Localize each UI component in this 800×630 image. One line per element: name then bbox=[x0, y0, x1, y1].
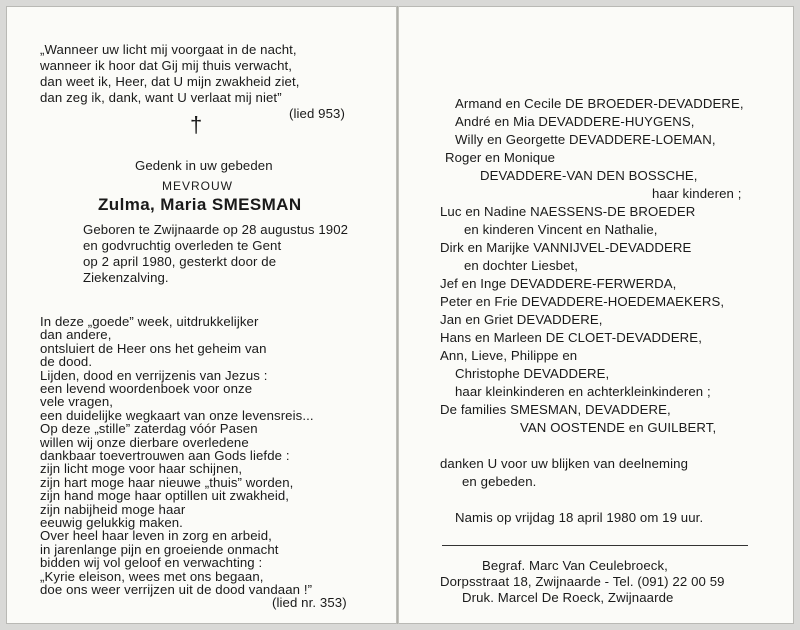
text-line: in jarenlange pijn en groeiende onmacht bbox=[40, 541, 279, 557]
text-reference: (lied nr. 353) bbox=[272, 595, 347, 611]
poem-reference: (lied 953) bbox=[289, 106, 345, 121]
family-line: VAN OOSTENDE en GUILBERT, bbox=[520, 420, 717, 435]
footer-line: Begraf. Marc Van Ceulebroeck, bbox=[482, 558, 668, 573]
family-line: Ann, Lieve, Philippe en bbox=[440, 348, 578, 363]
text-line: bidden wij vol geloof en verwachting : bbox=[40, 555, 263, 571]
text-line: zijn hart moge haar nieuwe „thuis” worden, bbox=[40, 474, 294, 490]
footer-divider bbox=[442, 545, 748, 546]
card-fold bbox=[396, 6, 399, 624]
poem-line: „Wanneer uw licht mij voorgaat in de nacht, bbox=[40, 42, 297, 57]
text-line: een duidelijke wegkaart van onze levensreis... bbox=[40, 407, 314, 423]
thanks-line: danken U voor uw blijken van deelneming bbox=[440, 456, 689, 471]
family-line: Christophe DEVADDERE, bbox=[455, 366, 610, 381]
text-line: een levend woordenboek voor onze bbox=[40, 381, 253, 396]
bio-line: op 2 april 1980, gesterkt door de bbox=[83, 254, 277, 269]
text-line: zijn licht moge voor haar schijnen, bbox=[40, 461, 243, 477]
text-line: zijn hand moge haar optillen uit zwakheid, bbox=[40, 488, 290, 504]
text-line: ontsluiert de Heer ons het geheim van bbox=[40, 340, 267, 356]
family-line: Jan en Griet DEVADDERE, bbox=[440, 312, 603, 327]
thanks-line: en gebeden. bbox=[462, 474, 537, 489]
text-line: vele vragen, bbox=[40, 394, 114, 410]
family-line: Luc en Nadine NAESSENS-DE BROEDER bbox=[440, 204, 696, 219]
bio-line: Geboren te Zwijnaarde op 28 augustus 1902 bbox=[83, 222, 349, 237]
family-line: haar kinderen ; bbox=[652, 186, 742, 201]
family-line: Roger en Monique bbox=[445, 150, 556, 165]
text-line: Op deze „stille” zaterdag vóór Pasen bbox=[40, 421, 258, 437]
family-line: en dochter Liesbet, bbox=[464, 258, 579, 273]
text-line: Lijden, dood en verrijzenis van Jezus : bbox=[40, 367, 268, 383]
text-line: „Kyrie eleison, wees met ons begaan, bbox=[40, 568, 264, 584]
footer-line: Dorpsstraat 18, Zwijnaarde - Tel. (091) 22 00 59 bbox=[440, 574, 725, 589]
family-line: De families SMESMAN, DEVADDERE, bbox=[440, 402, 671, 417]
text-line: eeuwig gelukkig maken. bbox=[40, 515, 183, 530]
family-line: Peter en Frie DEVADDERE-HOEDEMAEKERS, bbox=[440, 294, 725, 309]
text-line: Over heel haar leven in zorg en arbeid, bbox=[40, 528, 272, 544]
place-date: Namis op vrijdag 18 april 1980 om 19 uur. bbox=[455, 510, 704, 525]
text-line: willen wij onze dierbare overledene bbox=[40, 434, 249, 450]
family-line: haar kleinkinderen en achterkleinkinderen ; bbox=[455, 384, 711, 399]
text-line: In deze „goede” week, uitdrukkelijker bbox=[40, 314, 259, 329]
bio-line: Ziekenzalving. bbox=[83, 270, 169, 285]
gedenk-text: Gedenk in uw gebeden bbox=[135, 158, 273, 173]
family-line: Dirk en Marijke VANNIJVEL-DEVADDERE bbox=[440, 240, 692, 255]
family-line: Jef en Inge DEVADDERE-FERWERDA, bbox=[440, 276, 677, 291]
title-mevrouw: MEVROUW bbox=[162, 179, 233, 193]
poem-line: dan weet ik, Heer, dat U mijn zwakheid ziet, bbox=[40, 74, 300, 89]
family-line: en kinderen Vincent en Nathalie, bbox=[464, 222, 658, 237]
poem-line: wanneer ik hoor dat Gij mij thuis verwacht, bbox=[40, 58, 293, 73]
text-line: doe ons weer verrijzen uit de dood vandaan !” bbox=[40, 582, 313, 597]
text-line: zijn nabijheid moge haar bbox=[40, 501, 186, 517]
text-line: dankbaar toevertrouwen aan Gods liefde : bbox=[40, 448, 290, 463]
bio-line: en godvruchtig overleden te Gent bbox=[83, 238, 282, 253]
text-line: dan andere, bbox=[40, 327, 112, 343]
footer-line: Druk. Marcel De Roeck, Zwijnaarde bbox=[462, 590, 674, 605]
deceased-name: Zulma, Maria SMESMAN bbox=[98, 195, 302, 214]
family-line: Armand en Cecile DE BROEDER-DEVADDERE, bbox=[455, 96, 744, 111]
text-line: de dood. bbox=[40, 354, 93, 370]
cross-icon: † bbox=[190, 112, 203, 137]
family-line: André en Mia DEVADDERE-HUYGENS, bbox=[455, 114, 695, 129]
family-line: DEVADDERE-VAN DEN BOSSCHE, bbox=[480, 168, 698, 183]
poem-line: dan zeg ik, dank, want U verlaat mij niet” bbox=[40, 90, 282, 105]
family-line: Willy en Georgette DEVADDERE-LOEMAN, bbox=[455, 132, 716, 147]
family-line: Hans en Marleen DE CLOET-DEVADDERE, bbox=[440, 330, 702, 345]
